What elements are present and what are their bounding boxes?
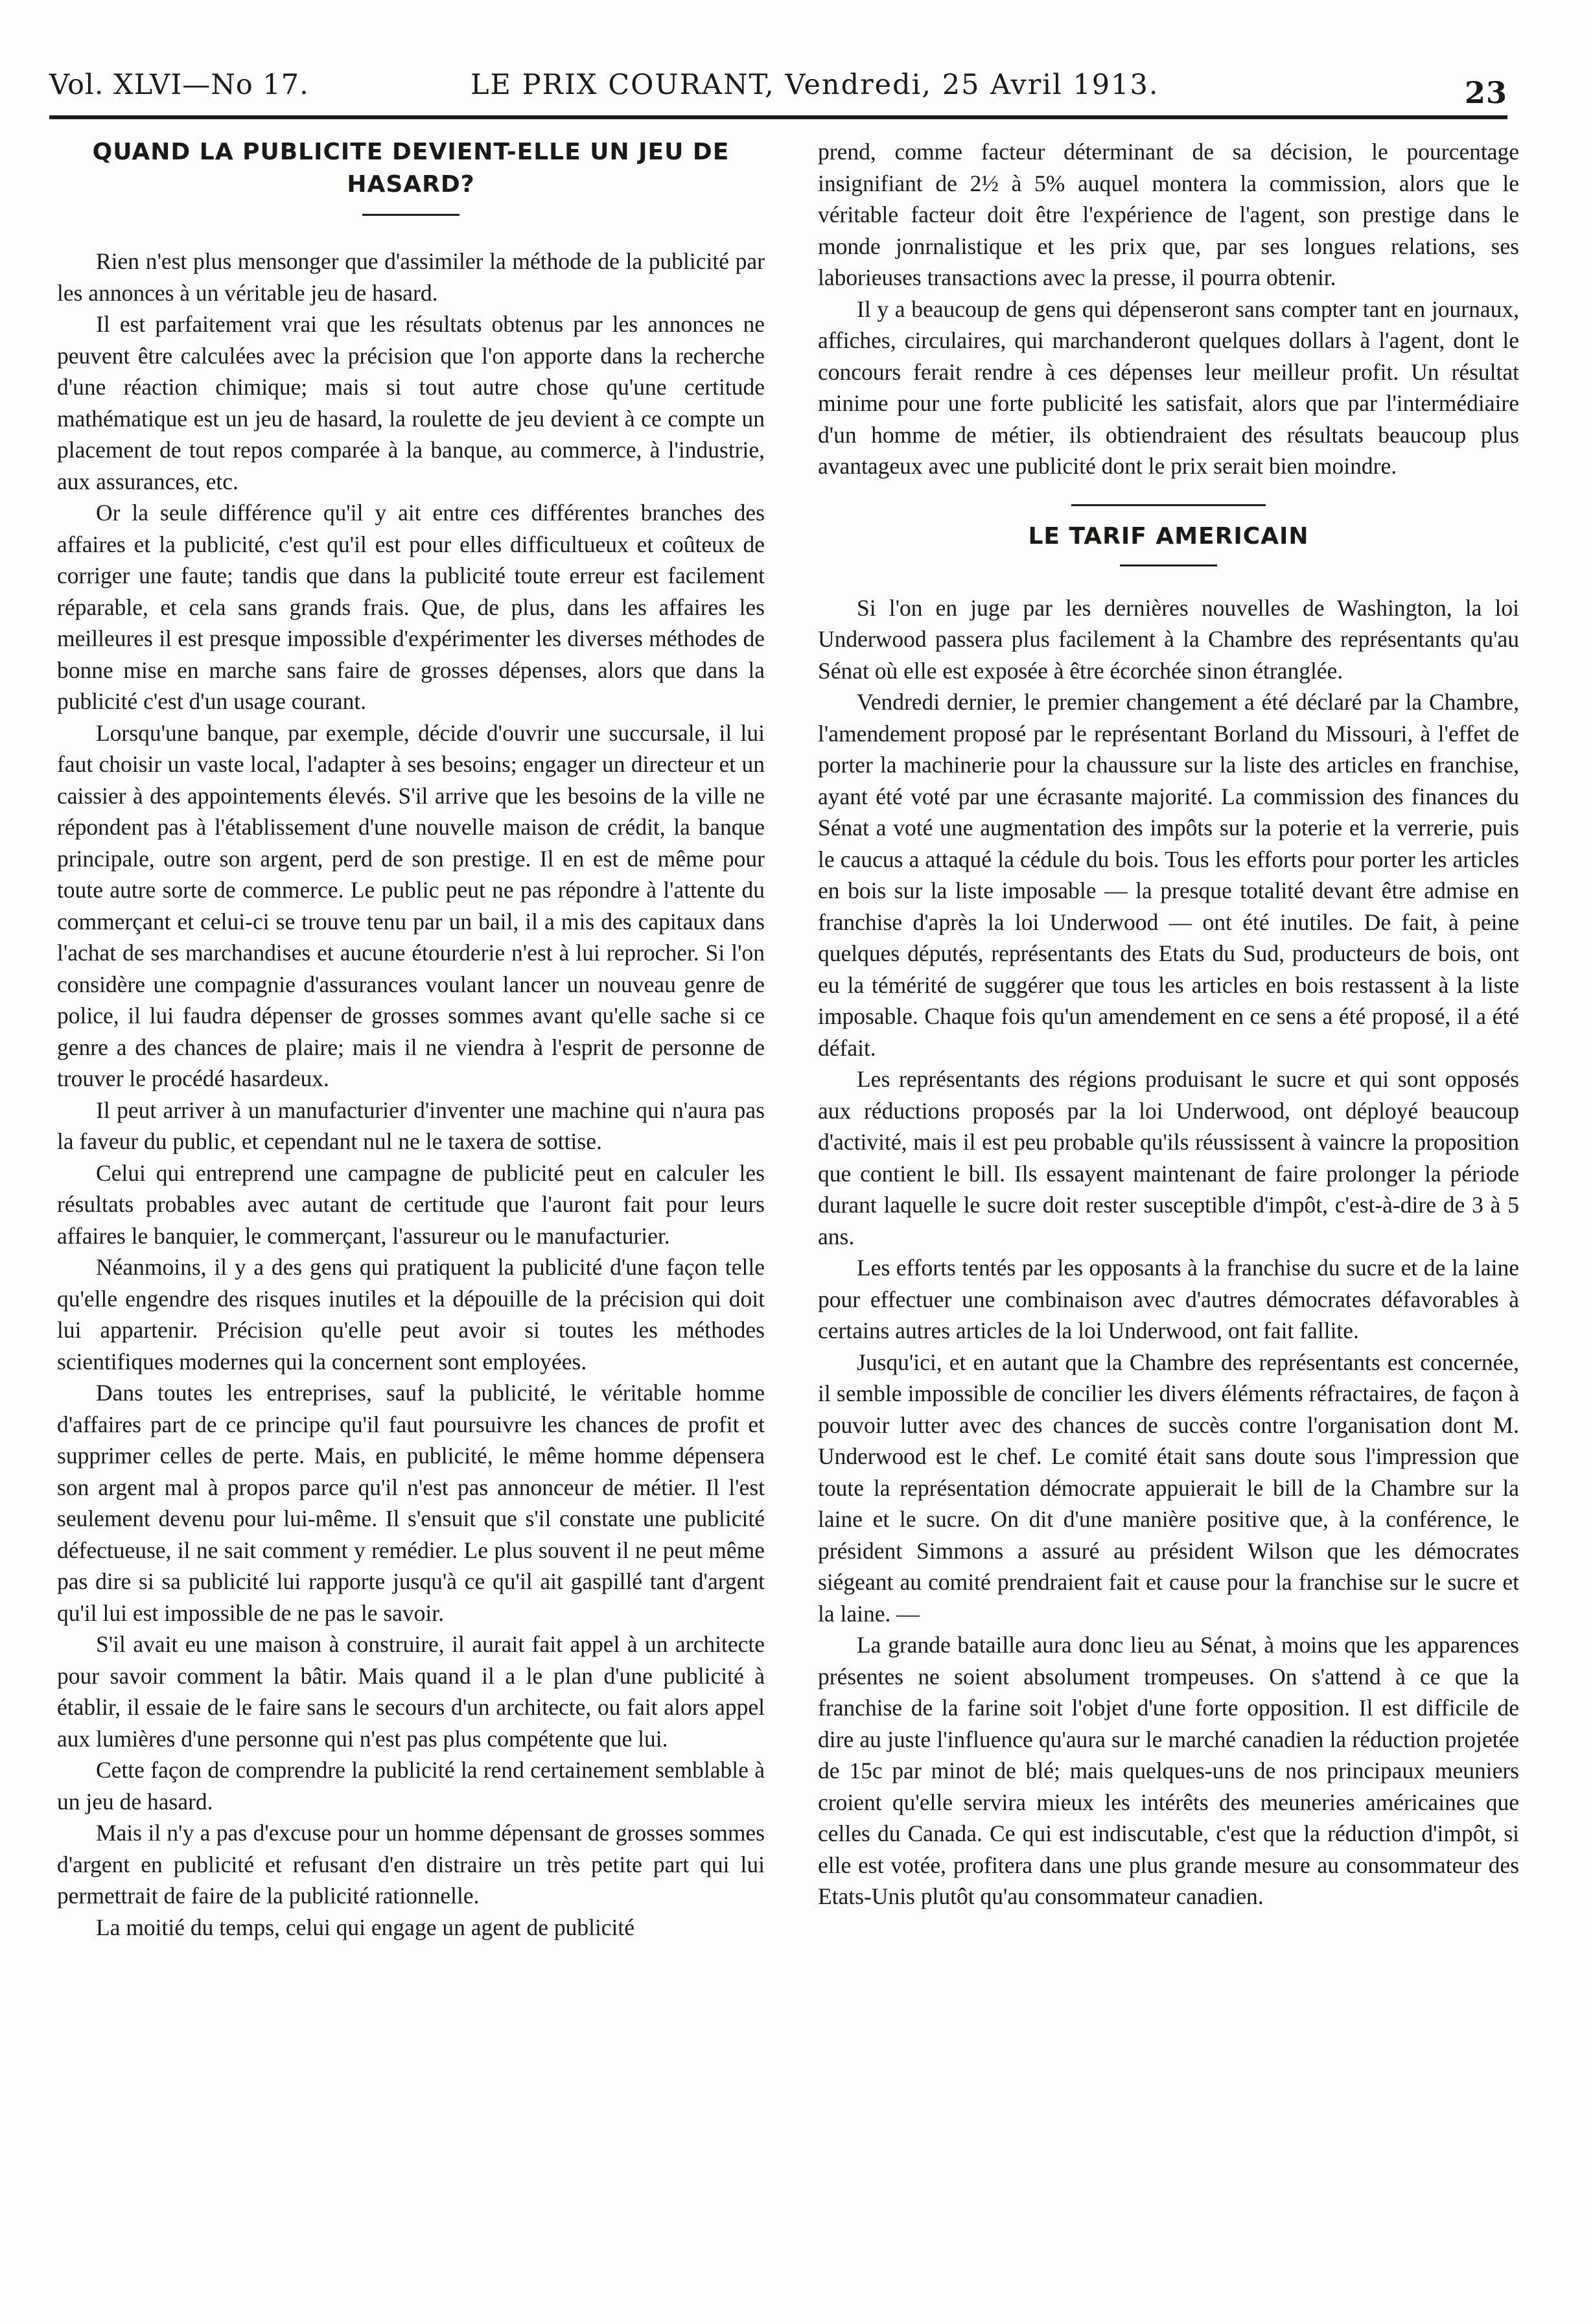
article-paragraph: Dans toutes les entreprises, sauf la publicité, le véritable homme d'affaires part de ce principe qu'il faut poursuivre les chances de profit et supprimer celles de perte. Mais, en publicité, le même homme dépensera son argent mal à propos parce qu'il n'est pas annonceur de métier. Il l'est seulement devenu pour lui-même. Il s'ensuit que s'il constate une publicité défectueuse, il ne sait comment y remédier. Le plus souvent il ne peut même pas dire si sa publicité lui rapporte jusqu'à ce qu'il ait gaspillé tant d'argent qu'il lui est impossible de ne pas le savoir. xyxy=(57,1380,765,1626)
article-paragraph: Or la seule différence qu'il y ait entre ces différentes branches des affaires et la publicité, c'est qu'il est pour elles difficultueux et coûteux de corriger une faute; tandis que dans la publicité toute erreur est facilement réparable, et cela sans grands frais. Que, de plus, dans les affaires les meilleures il est presque impossible d'expérimenter les diverses méthodes de bonne mise en marche sans faire de grosses dépenses, alors que dans la publicité c'est d'un usage courant. xyxy=(57,500,765,714)
publication-title: LE PRIX COURANT, Vendredi, 25 Avril 1913. xyxy=(471,69,1159,101)
article-paragraph: Rien n'est plus mensonger que d'assimiler la méthode de la publicité par les annonces à un véritable jeu de hasard. xyxy=(57,248,765,306)
article-headline: QUAND LA PUBLICITE DEVIENT-ELLE UN JEU DE HASARD? xyxy=(92,139,730,198)
article-paragraph: La moitié du temps, celui qui engage un agent de publicité xyxy=(96,1914,635,1940)
page-number: 23 xyxy=(1464,75,1507,110)
article-paragraph: Néanmoins, il y a des gens qui pratiquent la publicité d'une façon telle qu'elle engendre des risques inutiles et la dépouille de la précision qui doit lui appartenir. Précision qu'elle peut avoir si toutes les méthodes scientifiques modernes qui la concernent sont employées. xyxy=(57,1254,765,1375)
article-paragraph: Si l'on en juge par les dernières nouvelles de Washington, la loi Underwood passera plus facilement à la Chambre des représentants qu'au Sénat où elle est exposée à être écorchée sinon étranglée. xyxy=(818,594,1519,684)
section-headline: LE TARIF AMERICAIN xyxy=(1028,522,1309,550)
article-paragraph: S'il avait eu une maison à construire, il aurait fait appel à un architecte pour savoir comment la bâtir. Mais quand il a le plan d'une publicité à établir, il essaie de le faire sans le secours d'un architecte, ou fait alors appel aux lumières d'une personne qui n'est pas plus compétente que lui. xyxy=(57,1631,765,1752)
header-rule xyxy=(49,115,1507,119)
article-paragraph: La grande bataille aura donc lieu au Sénat, à moins que les apparences présentes ne soient absolument trompeuses. On s'attend à ce que la franchise de la farine soit l'objet d'une forte opposition. Il est difficile de dire au juste l'influence qu'aura sur le marché canadien la réduction projetée de 15c par minot de blé; mais quelques-uns de nos principaux meuniers croient qu'elle servira mieux les intérêts des meuneries américaines que celles du Canada. Ce qui est indiscutable, c'est que la réduction d'impôt, si elle est votée, profitera dans une plus grande mesure au consommateur des Etats-Unis plutôt qu'au consommateur canadien. xyxy=(818,1632,1519,1909)
headline-divider xyxy=(362,214,459,216)
article-paragraph: Il est parfaitement vrai que les résultats obtenus par les annonces ne peuvent être calculées avec la précision que l'on apporte dans la recherche d'une réaction chimique; mais si tout autre chose qu'une certitude mathématique est un jeu de hasard, la roulette de jeu devient à ce compte un placement de tout repos comparée à la banque, au commerce, à l'industrie, aux assurances, etc. xyxy=(57,311,765,494)
left-column xyxy=(57,136,765,1943)
article-paragraph: Celui qui entreprend une campagne de publicité peut en calculer les résultats probables avec autant de certitude que l'auront fait pour leurs affaires le banquier, le commerçant, l'assureur ou le manufacturier. xyxy=(57,1159,765,1249)
right-column xyxy=(818,136,1519,1912)
page-header xyxy=(49,62,1507,114)
volume-number: Vol. XLVI—No 17. xyxy=(49,69,309,101)
article-paragraph: Cette façon de comprendre la publicité la rend certainement semblable à un jeu de hasard. xyxy=(57,1757,765,1815)
article-paragraph: Les efforts tentés par les opposants à la franchise du sucre et de la laine pour effectuer une combinaison avec d'autres démocrates défavorables à certains autres articles de la loi Underwood, ont fait fallite. xyxy=(818,1255,1519,1343)
article-paragraph: Il peut arriver à un manufacturier d'inventer une machine qui n'aura pas la faveur du public, et cependant nul ne le taxera de sottise. xyxy=(57,1097,765,1154)
headline-divider xyxy=(1120,564,1217,566)
article-paragraph: Mais il n'y a pas d'excuse pour un homme dépensant de grosses sommes d'argent en publicité et refusant d'en distraire un très petite part qui lui permettrait de faire de la publicité rationnelle. xyxy=(57,1820,765,1909)
section-divider xyxy=(1071,504,1266,506)
article-continuation-paragraph: prend, comme facteur déterminant de sa décision, le pourcentage insignifiant de 2½ à 5% auquel montera la commission, alors que le véritable facteur doit être l'expérience de l'agent, son prestige dans le monde jonrnalistique et les prix que, par ses longues relations, ses laborieuses transactions avec la presse, il pourra obtenir. xyxy=(818,139,1519,290)
article-paragraph: Les représentants des régions produisant le sucre et qui sont opposés aux réductions proposés par la loi Underwood, ont déployé beaucoup d'activité, mais il est peu probable qu'ils réussissent à vaincre la proposition que contient le bill. Ils essayent maintenant de faire prolonger la période durant laquelle le sucre doit rester susceptible d'impôt, c'est-à-dire de 3 à 5 ans. xyxy=(818,1066,1519,1249)
article-paragraph: Jusqu'ici, et en autant que la Chambre des représentants est concernée, il semble impossible de concilier les divers éléments réfractaires, de façon à pouvoir lutter avec des chances de succès contre l'organisation dont M. Underwood est le chef. Le comité était sans doute sous l'impression que toute la représentation démocrate appuierait le bill de la Chambre sur la laine et le sucre. On dit d'une manière positive que, à la conférence, le président Simmons a assuré au président Wilson que les démocrates siégeant au comité prendraient fait et cause pour la franchise sur le sucre et la laine. — xyxy=(818,1349,1519,1627)
article-paragraph: Vendredi dernier, le premier changement a été déclaré par la Chambre, l'amendement proposé par le représentant Borland du Missouri, à l'effet de porter la machinerie pour la chaussure sur la liste des articles en franchise, ayant été voté par une écrasante majorité. La commission des finances du Sénat a voté une augmentation des impôts sur la poterie et la verrerie, puis le caucus a attaqué la cédule du bois. Tous les efforts pour porter les articles en bois sur la liste imposable — la presque totalité devant être admise en franchise d'après la loi Underwood — ont été inutiles. De fait, à peine quelques députés, représentants des Etats du Sud, producteurs de bois, ont eu la témérité de suggérer que tous les articles en bois restassent à la liste imposable. Chaque fois qu'un amendement en ce sens a été proposé, il a été défait. xyxy=(818,689,1519,1061)
article-continuation-paragraph: Il y a beaucoup de gens qui dépenseront sans compter tant en journaux, affiches, circulaires, qui marchanderont quelques dollars à l'agent, dont le concours ferait rendre à ces dépenses leur meilleur profit. Un résultat minime pour une forte publicité les satisfait, alors que par l'intermédiaire d'un homme de métier, ils obtiendraient des résultats beaucoup plus avantageux avec une publicité dont le prix serait bien moindre. xyxy=(818,296,1519,479)
article-paragraph: Lorsqu'une banque, par exemple, décide d'ouvrir une succursale, il lui faut choisir un vaste local, l'adapter à ses besoins; engager un directeur et un caissier à des appointements élevés. S'il arrive que les besoins de la ville ne répondent pas à l'établissement d'une nouvelle maison de crédit, la banque principale, outre son argent, perd de son prestige. Il en est de même pour toute autre sorte de commerce. Le public peut ne pas répondre à l'attente du commerçant et celui-ci se trouve tenu par un bail, il a mis des capitaux dans l'achat de ses marchandises et aucune étourderie n'est à lui reprocher. Si l'on considère une compagnie d'assurances voulant lancer un nouveau genre de police, il lui faudra dépenser de grosses sommes avant qu'elle sache si ce genre a des chances de plaire; mais il ne viendra à l'esprit de personne de trouver le procédé hasardeux. xyxy=(57,719,765,1091)
